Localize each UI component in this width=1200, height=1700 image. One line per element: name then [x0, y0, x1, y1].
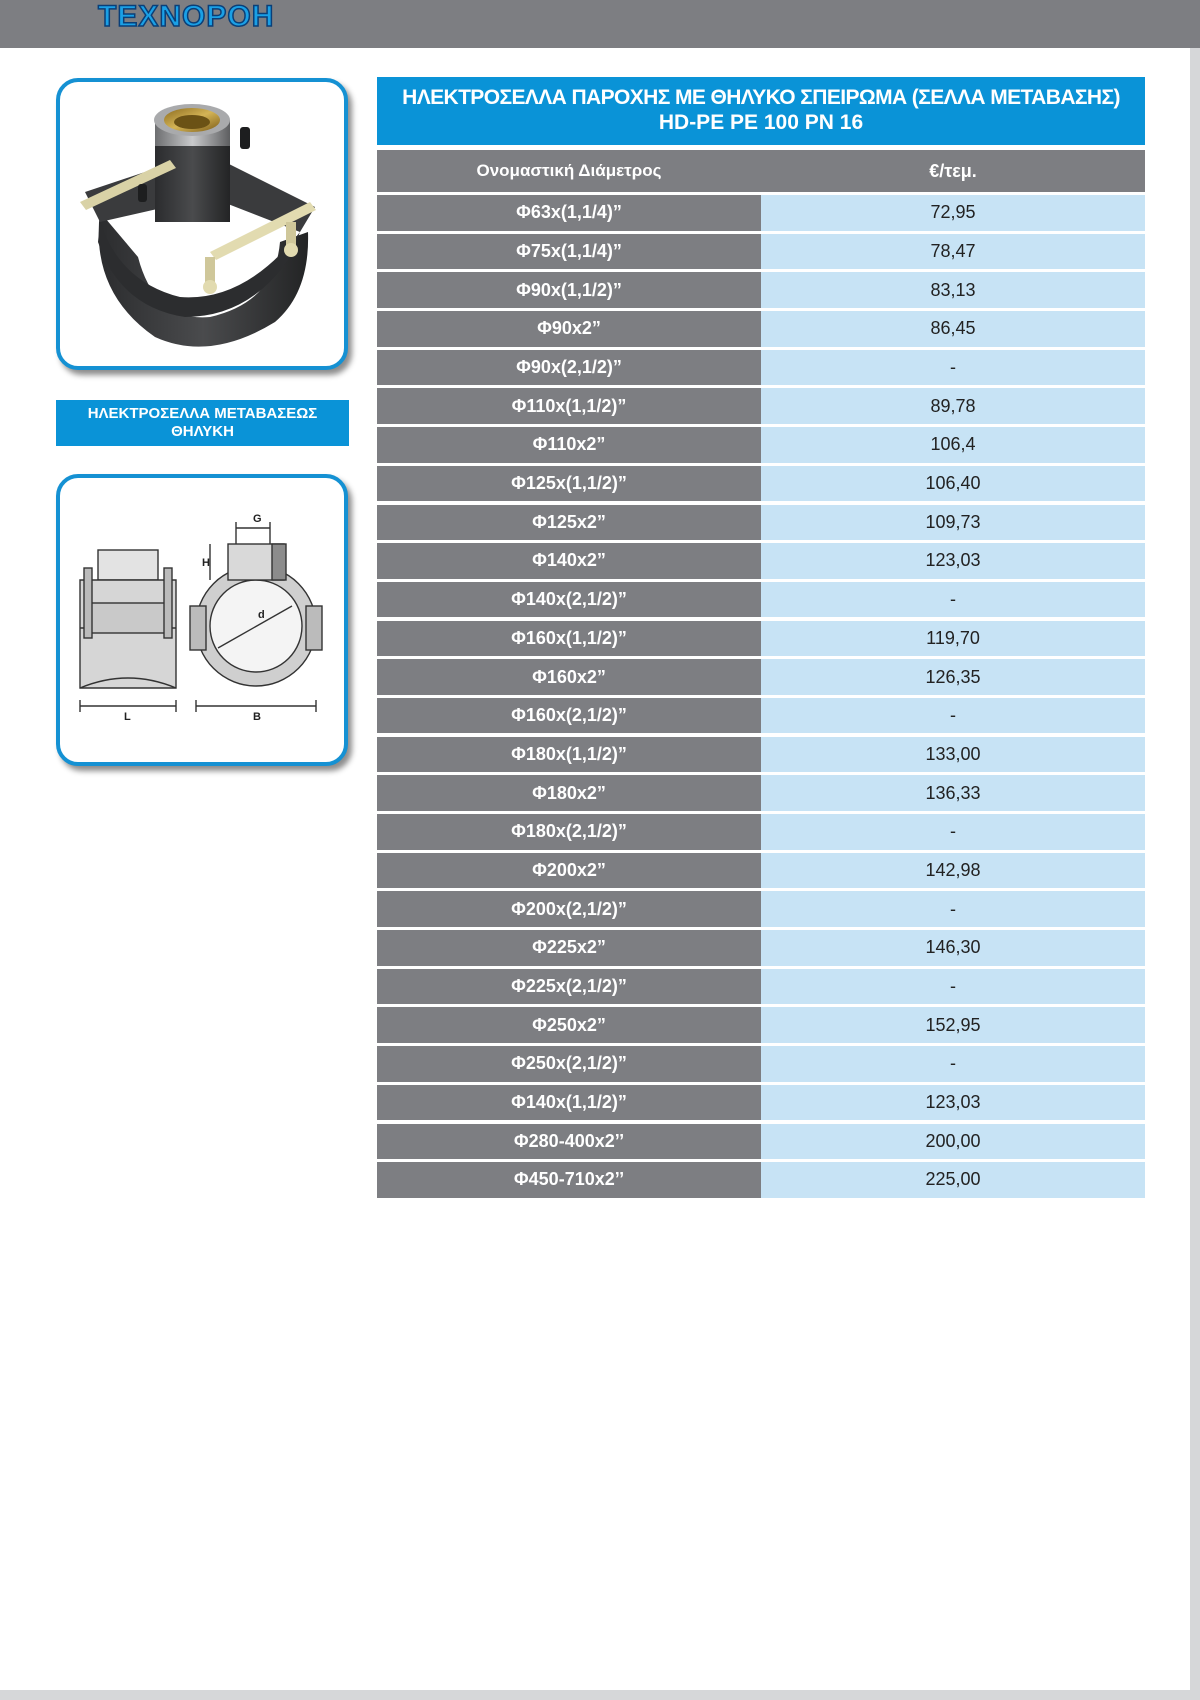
nominal-diameter-cell: Φ125x(1,1/2)”: [377, 466, 761, 502]
nominal-diameter-cell: Φ160x(1,1/2)”: [377, 621, 761, 657]
nominal-diameter-cell: Φ250x2”: [377, 1007, 761, 1043]
price-cell: -: [761, 698, 1145, 734]
price-cell: 152,95: [761, 1007, 1145, 1043]
nominal-diameter-cell: Φ180x2”: [377, 775, 761, 811]
table-row: [377, 1085, 1145, 1121]
drawing-label-h: H: [202, 557, 210, 569]
table-row: [377, 775, 1145, 811]
nominal-diameter-cell: Φ160x(2,1/2)”: [377, 698, 761, 734]
table-row: [377, 1162, 1145, 1198]
table-row: [377, 427, 1145, 463]
technical-drawing: [56, 474, 348, 766]
table-row: [377, 814, 1145, 850]
price-cell: 136,33: [761, 775, 1145, 811]
price-table-body: [377, 195, 1145, 1201]
column-header-price: €/τεμ.: [929, 160, 977, 181]
header-bar: [0, 0, 1200, 48]
table-row: [377, 621, 1145, 657]
drawing-label-l: L: [124, 711, 131, 723]
nominal-diameter-cell: Φ450-710x2’’: [377, 1162, 761, 1198]
nominal-diameter-cell: Φ63x(1,1/4)”: [377, 195, 761, 231]
table-title: [377, 77, 1145, 145]
price-cell: 72,95: [761, 195, 1145, 231]
price-cell: -: [761, 582, 1145, 618]
price-cell: 126,35: [761, 659, 1145, 695]
price-cell: 200,00: [761, 1124, 1145, 1160]
price-cell: 106,40: [761, 466, 1145, 502]
table-row: [377, 234, 1145, 270]
table-row: [377, 891, 1145, 927]
price-cell: 225,00: [761, 1162, 1145, 1198]
price-cell: -: [761, 814, 1145, 850]
nominal-diameter-cell: Φ280-400x2’’: [377, 1124, 761, 1160]
table-row: [377, 388, 1145, 424]
nominal-diameter-cell: Φ225x2”: [377, 930, 761, 966]
price-cell: 133,00: [761, 737, 1145, 773]
table-row: [377, 1046, 1145, 1082]
table-row: [377, 505, 1145, 541]
price-cell: -: [761, 1046, 1145, 1082]
nominal-diameter-cell: Φ140x(2,1/2)”: [377, 582, 761, 618]
table-row: [377, 698, 1145, 734]
page-edge-right: [1190, 48, 1200, 1690]
table-row: [377, 853, 1145, 889]
page-edge-bottom: [0, 1690, 1200, 1700]
table-row: [377, 1007, 1145, 1043]
table-title-line-2: HD-PE PE 100 PN 16: [658, 111, 864, 134]
table-header: [377, 150, 1145, 192]
caption-line-2: ΘΗΛΥΚΗ: [171, 423, 234, 440]
nominal-diameter-cell: Φ200x2”: [377, 853, 761, 889]
nominal-diameter-cell: Φ180x(2,1/2)”: [377, 814, 761, 850]
table-row: [377, 350, 1145, 386]
nominal-diameter-cell: Φ110x(1,1/2)”: [377, 388, 761, 424]
table-title-line-1: ΗΛΕΚΤΡΟΣΕΛΛΑ ΠΑΡΟΧΗΣ ΜΕ ΘΗΛΥΚΟ ΣΠΕΙΡΩΜΑ (ΣΕΛΛΑ ΜΕΤΑΒΑΣΗΣ): [402, 86, 1120, 109]
price-cell: 142,98: [761, 853, 1145, 889]
nominal-diameter-cell: Φ200x(2,1/2)”: [377, 891, 761, 927]
technical-drawing-illustration: [60, 478, 344, 762]
price-cell: 86,45: [761, 311, 1145, 347]
price-cell: -: [761, 350, 1145, 386]
nominal-diameter-cell: Φ75x(1,1/4)”: [377, 234, 761, 270]
nominal-diameter-cell: Φ110x2”: [377, 427, 761, 463]
price-cell: 83,13: [761, 272, 1145, 308]
nominal-diameter-cell: Φ160x2”: [377, 659, 761, 695]
price-cell: -: [761, 969, 1145, 1005]
company-logo: ΤΕΧΝΟΡΟΗ: [98, 0, 275, 33]
nominal-diameter-cell: Φ180x(1,1/2)”: [377, 737, 761, 773]
table-row: [377, 737, 1145, 773]
price-cell: 146,30: [761, 930, 1145, 966]
price-cell: 78,47: [761, 234, 1145, 270]
table-row: [377, 466, 1145, 502]
table-row: [377, 272, 1145, 308]
drawing-label-d: d: [258, 609, 265, 621]
price-cell: 123,03: [761, 543, 1145, 579]
drawing-label-g: G: [253, 513, 262, 525]
price-cell: -: [761, 891, 1145, 927]
table-row: [377, 543, 1145, 579]
nominal-diameter-cell: Φ225x(2,1/2)”: [377, 969, 761, 1005]
price-cell: 106,4: [761, 427, 1145, 463]
table-row: [377, 582, 1145, 618]
table-row: [377, 930, 1145, 966]
nominal-diameter-cell: Φ90x(2,1/2)”: [377, 350, 761, 386]
nominal-diameter-cell: Φ250x(2,1/2)”: [377, 1046, 761, 1082]
price-cell: 119,70: [761, 621, 1145, 657]
nominal-diameter-cell: Φ90x(1,1/2)”: [377, 272, 761, 308]
caption-line-1: ΗΛΕΚΤΡΟΣΕΛΛΑ ΜΕΤΑΒΑΣΕΩΣ: [87, 405, 318, 422]
table-row: [377, 311, 1145, 347]
table-row: [377, 659, 1145, 695]
nominal-diameter-cell: Φ125x2”: [377, 505, 761, 541]
price-cell: 109,73: [761, 505, 1145, 541]
saddle-photo-illustration: [60, 82, 344, 366]
column-header-diameter: Ονομαστική Διάμετρος: [476, 161, 662, 180]
nominal-diameter-cell: Φ140x(1,1/2)”: [377, 1085, 761, 1121]
table-row: [377, 1124, 1145, 1160]
table-row: [377, 195, 1145, 231]
price-cell: 89,78: [761, 388, 1145, 424]
drawing-label-b: B: [253, 711, 261, 723]
price-cell: 123,03: [761, 1085, 1145, 1121]
product-photo: [56, 78, 348, 370]
nominal-diameter-cell: Φ140x2”: [377, 543, 761, 579]
product-caption: [56, 400, 349, 446]
table-row: [377, 969, 1145, 1005]
nominal-diameter-cell: Φ90x2”: [377, 311, 761, 347]
